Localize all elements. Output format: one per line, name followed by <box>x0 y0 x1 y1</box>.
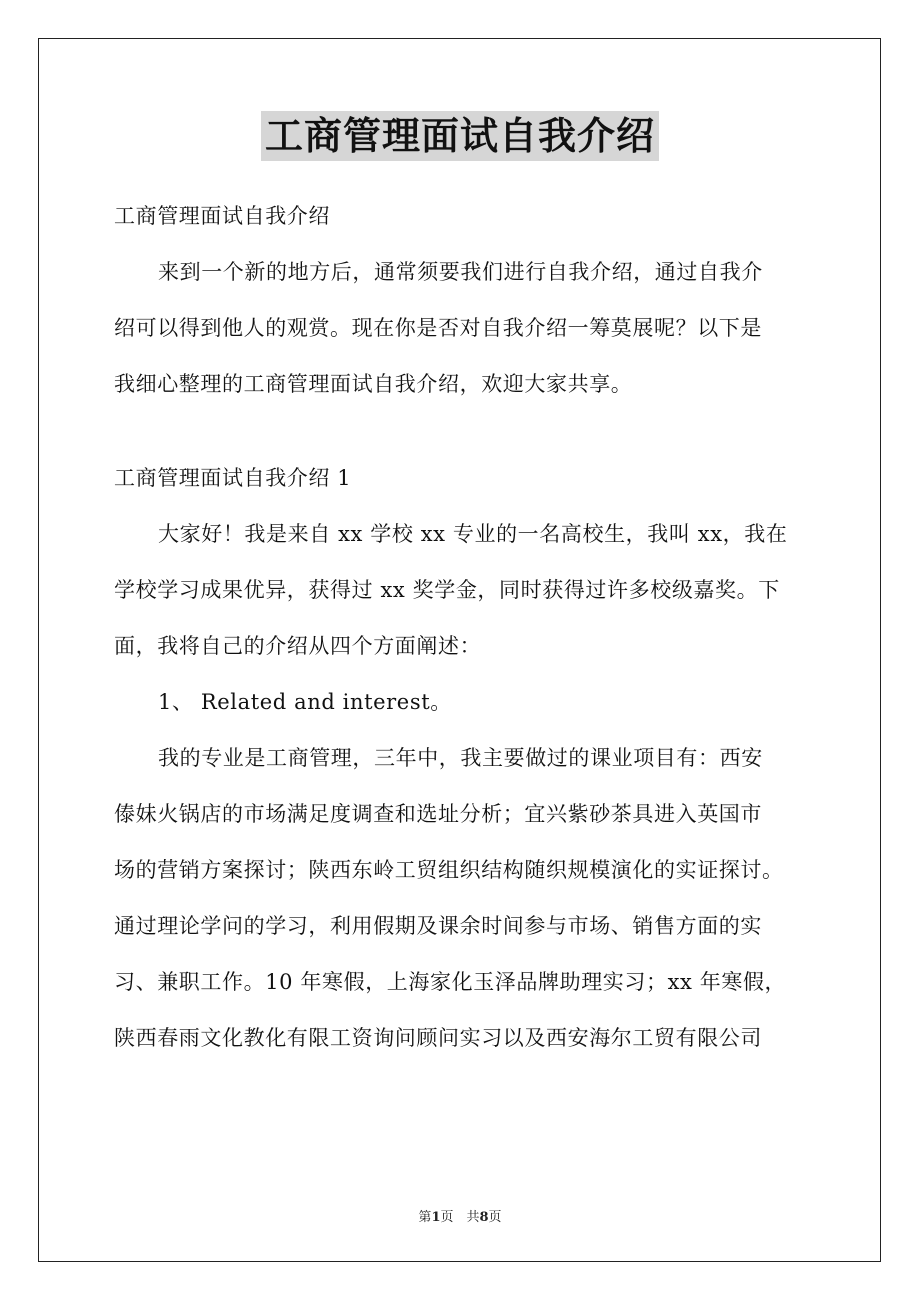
intro-line: 我细心整理的工商管理面试自我介绍，欢迎大家共享。 <box>114 372 633 396</box>
paragraph-line: 学校学习成果优异，获得过 xx 奖学金，同时获得过许多校级嘉奖。下 <box>114 578 780 602</box>
paragraph-line: 傣妹火锅店的市场满足度调查和选址分析；宜兴紫砂茶具进入英国市 <box>114 802 762 826</box>
list-item: 1、 Related and interest。 <box>158 690 452 714</box>
paragraph-line: 陕西春雨文化教化有限工资询问顾问实习以及西安海尔工贸有限公司 <box>114 1026 762 1050</box>
page-prefix: 第 <box>418 1210 432 1225</box>
intro-line: 绍可以得到他人的观赏。现在你是否对自我介绍一筹莫展呢？以下是 <box>114 316 762 340</box>
document-body <box>114 196 810 1058</box>
page-current: 1 <box>431 1210 441 1225</box>
paragraph-line: 大家好！我是来自 xx 学校 xx 专业的一名高校生，我叫 xx，我在 <box>158 522 788 546</box>
page-footer <box>0 1206 920 1225</box>
paragraph-line: 场的营销方案探讨；陕西东岭工贸组织结构随织规模演化的实证探讨。 <box>114 858 784 882</box>
title-area <box>0 111 920 161</box>
paragraph-line: 习、兼职工作。10 年寒假，上海家化玉泽品牌助理实习；xx 年寒假， <box>114 970 787 994</box>
section-heading: 工商管理面试自我介绍 1 <box>114 466 352 490</box>
paragraph-line: 面，我将自己的介绍从四个方面阐述： <box>114 634 482 658</box>
document-title: 工商管理面试自我介绍 <box>261 111 659 161</box>
page-suffix: 页 <box>488 1210 502 1225</box>
paragraph-line: 我的专业是工商管理，三年中，我主要做过的课业项目有：西安 <box>158 746 763 770</box>
page-mid: 页 共 <box>440 1210 480 1225</box>
intro-line: 来到一个新的地方后，通常须要我们进行自我介绍，通过自我介 <box>158 260 763 284</box>
subtitle: 工商管理面试自我介绍 <box>114 204 330 228</box>
paragraph-line: 通过理论学问的学习，利用假期及课余时间参与市场、销售方面的实 <box>114 914 762 938</box>
page-total: 8 <box>479 1210 489 1225</box>
